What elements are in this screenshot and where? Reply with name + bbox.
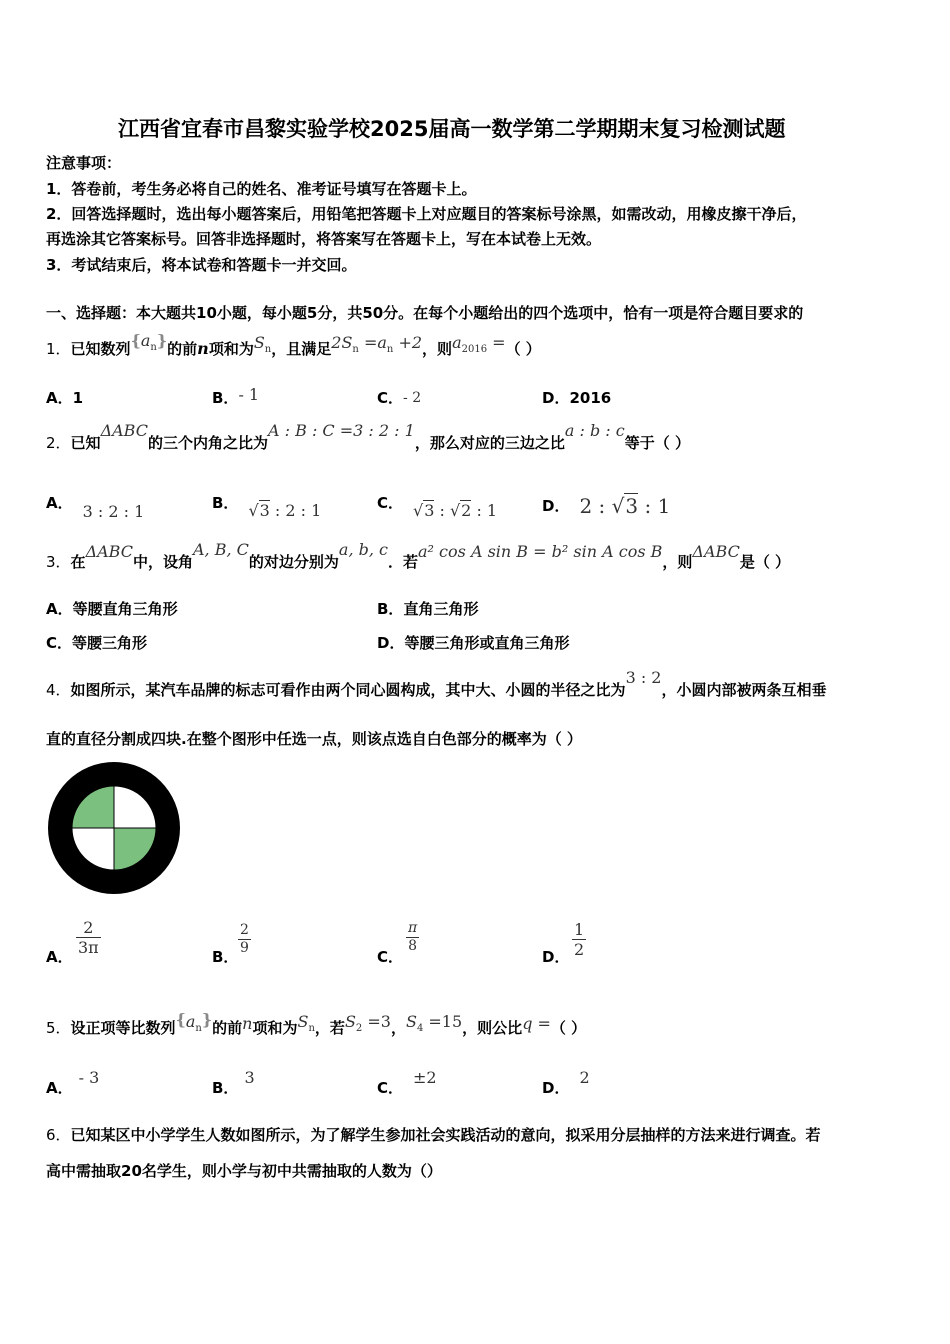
option-label: A． [46,389,73,407]
question-number: 3． [46,553,71,571]
option-d[interactable] [542,946,569,967]
math: a [452,333,462,352]
question-3 [46,540,791,572]
option-value: : 1 [638,494,671,518]
q-text: 等于（ ） [624,434,690,452]
notice-item: 1．答卷前，考生务必将自己的姓名、准考证号填写在答题卡上。 [46,180,477,198]
option-value: 2 [579,1068,590,1087]
option-d[interactable] [542,1068,590,1098]
q-text: 在 [70,553,86,571]
option-value: - 3 [78,1068,100,1087]
option-a[interactable] [46,492,145,521]
q-text: 是（ ） [739,553,791,571]
option-label: B． [212,948,239,966]
math-sub: 2 [355,1023,363,1034]
option-value: 3 [244,1068,255,1087]
radicand: 3 [625,494,639,518]
q-text: 的对边分别为 [248,553,339,571]
option-value: 3 : 2 : 1 [82,502,145,521]
option-label: D． [542,948,570,966]
q-text: 的三个内角之比为 [147,434,268,452]
option-label: D． [542,497,570,515]
option-value: ±2 [413,1068,437,1087]
option-value: 等腰三角形或直角三角形 [404,634,570,652]
question-number: 5． [46,1019,71,1037]
math-sub: n [150,342,157,353]
question-number: 1． [46,340,71,358]
option-a-fraction [76,918,101,957]
option-label: D． [542,1079,570,1097]
option-b[interactable] [212,387,259,408]
q-text: ，则公比 [462,1019,523,1037]
q-text: 项和为 [252,1019,298,1037]
denominator: 3π [78,938,99,958]
option-label: A． [46,494,73,512]
math: = [492,333,506,352]
math-sub: 2016 [461,344,488,355]
math-sub: n [308,1023,315,1034]
option-a[interactable] [46,598,178,619]
option-label: A． [46,948,73,966]
math: A, B, C [192,540,249,559]
notice-item: 2．回答选择题时，选出每小题答案后，用铅笔把答题卡上对应题目的答案标号涂黑，如需改动，用橡皮擦干净后， [46,205,807,223]
option-c[interactable]: C． √3 : √2 : 1 [377,494,498,520]
option-label: C． [377,1079,404,1097]
question-6 [46,1124,821,1145]
q-text: ．若 [388,553,419,571]
option-a[interactable] [46,387,83,408]
option-b[interactable] [377,598,478,619]
option-value: 直角三角形 [403,600,479,618]
math: S [297,1012,309,1031]
math: ΔABC [692,542,740,561]
q-text: ，那么对应的三边之比 [414,434,565,452]
q-text: （ ） [505,340,541,358]
q-text: 如图所示，某汽车品牌的标志可看作由两个同心圆构成，其中大、小圆的半径之比为 [70,681,626,699]
math: +2 [398,333,423,352]
math-sub: n [264,344,272,355]
option-a[interactable] [46,946,73,967]
math: a, b, c [338,540,388,559]
numerator: π [408,920,418,936]
denominator: 2 [574,940,585,960]
q-text: ，且满足 [271,340,332,358]
math: a : b : c [564,421,625,440]
math: =a [363,333,387,352]
math: S [344,1012,356,1031]
option-value: : [434,501,450,520]
logo-figure [46,760,182,896]
q-text: 已知数列 [70,340,131,358]
option-b-fraction [238,922,251,957]
question-number: 4． [46,681,71,699]
option-value: - 2 [403,390,422,406]
math: n [197,339,209,358]
radicand: 2 [461,501,472,520]
notice-heading: 注意事项： [46,154,122,172]
math: n [242,1014,253,1033]
q-text: 的前 [167,340,198,358]
option-d[interactable] [377,632,569,653]
math: a [140,331,151,350]
option-label: B． [212,389,239,407]
q-text: ，若 [314,1019,345,1037]
math: a [185,1012,196,1031]
math: 3 : 2 [625,668,662,687]
option-value: 2016 [569,389,612,407]
option-c[interactable] [377,946,403,967]
math: a² cos A sin B = b² sin A cos B [418,542,663,561]
option-value: - 1 [238,385,260,404]
option-a[interactable] [46,1068,100,1098]
q-text: 已知某区中小学学生人数如图所示，为了解学生参加社会实践活动的意向，拟采用分层抽样的方法来进行调查。若 [70,1126,821,1144]
option-b[interactable] [212,1068,255,1098]
option-value: : 1 [471,501,498,520]
option-c[interactable] [46,632,147,653]
math-sub: 4 [416,1023,424,1034]
q-text: ，小圆内部被两条互相垂 [661,681,827,699]
numerator: 2 [83,918,94,937]
numerator: 1 [574,920,585,939]
option-label: D． [377,634,405,652]
q-text: ，则 [422,340,453,358]
q-text: 项和为 [208,340,254,358]
question-number: 6． [46,1126,71,1144]
option-value: 等腰三角形 [72,634,148,652]
math: ΔABC [85,542,133,561]
math: S [253,333,265,352]
question-number: 2． [46,434,71,452]
question-6-line2: 高中需抽取20名学生，则小学与初中共需抽取的人数为（） [46,1162,442,1180]
option-label: C． [46,634,73,652]
notice-item: 再选涂其它答案标号。回答非选择题时，将答案写在答题卡上，写在本试卷上无效。 [46,230,602,248]
q-text: 中，设角 [132,553,193,571]
option-label: C． [377,389,404,407]
option-label: D． [542,389,570,407]
math: ΔABC [100,421,148,440]
denominator: 9 [240,939,249,956]
question-4 [46,668,827,700]
page-title: 江西省宜春市昌黎实验学校2025届高一数学第二学期期末复习检测试题 [118,117,786,141]
option-b[interactable] [212,946,238,967]
option-value: : 2 : 1 [269,501,322,520]
option-label: A． [46,600,73,618]
option-d[interactable] [542,387,611,408]
q-text: （ ） [550,1019,587,1037]
question-1: 1．已知数列$\{a_n\}$的前n项和为$S_n$，且满足$2S_n =a_n +2$，则$a_{2016}$ =（ ） [46,331,541,358]
option-c[interactable] [377,1068,437,1098]
option-b[interactable]: B． √3 : 2 : 1 [212,494,322,520]
math: 2S [331,333,353,352]
math: q = [522,1014,551,1033]
option-label: B． [212,494,239,512]
math: S [405,1012,417,1031]
q-text: ， [390,1019,406,1037]
q-text: 设正项等比数列 [70,1019,176,1037]
option-value: 1 [72,389,84,407]
q-text: ，则 [662,553,693,571]
option-c-fraction [406,920,419,955]
q-text: 的前 [212,1019,243,1037]
q-text: 已知 [70,434,101,452]
question-4-line2: 直的直径分割成四块.在整个图形中任选一点，则该点选自白色部分的概率为（ ） [46,730,582,748]
question-5: 5．设正项等比数列$\{a_n\}$的前n项和为$S_n$，若$S_2 =3$，$S_4 =15$，则公比q =（ ） [46,1010,587,1037]
option-label: B． [212,1079,239,1097]
option-label: B． [377,600,404,618]
option-d[interactable]: D． 2 : √3 : 1 [542,494,671,518]
radicand: 3 [424,501,435,520]
denominator: 8 [406,937,419,955]
option-c[interactable] [377,387,421,408]
numerator: 2 [240,922,249,938]
section-heading: 一、选择题：本大题共10小题，每小题5分，共50分。在每个小题给出的四个选项中，恰有一项是符合题目要求的 [46,304,804,322]
option-value: 2 : [579,494,612,518]
math-sub: n [195,1023,202,1034]
option-label: C． [377,948,404,966]
math: A : B : C =3 : 2 : 1 [267,421,415,440]
question-2 [46,421,690,453]
notice-item: 3．考试结束后，将本试卷和答题卡一并交回。 [46,256,357,274]
option-label: C． [377,494,404,512]
option-label: A． [46,1079,73,1097]
math: =15 [423,1012,463,1031]
radicand: 3 [259,501,270,520]
math: =3 [362,1012,391,1031]
option-d-fraction [572,920,586,959]
option-value: 等腰直角三角形 [72,600,178,618]
